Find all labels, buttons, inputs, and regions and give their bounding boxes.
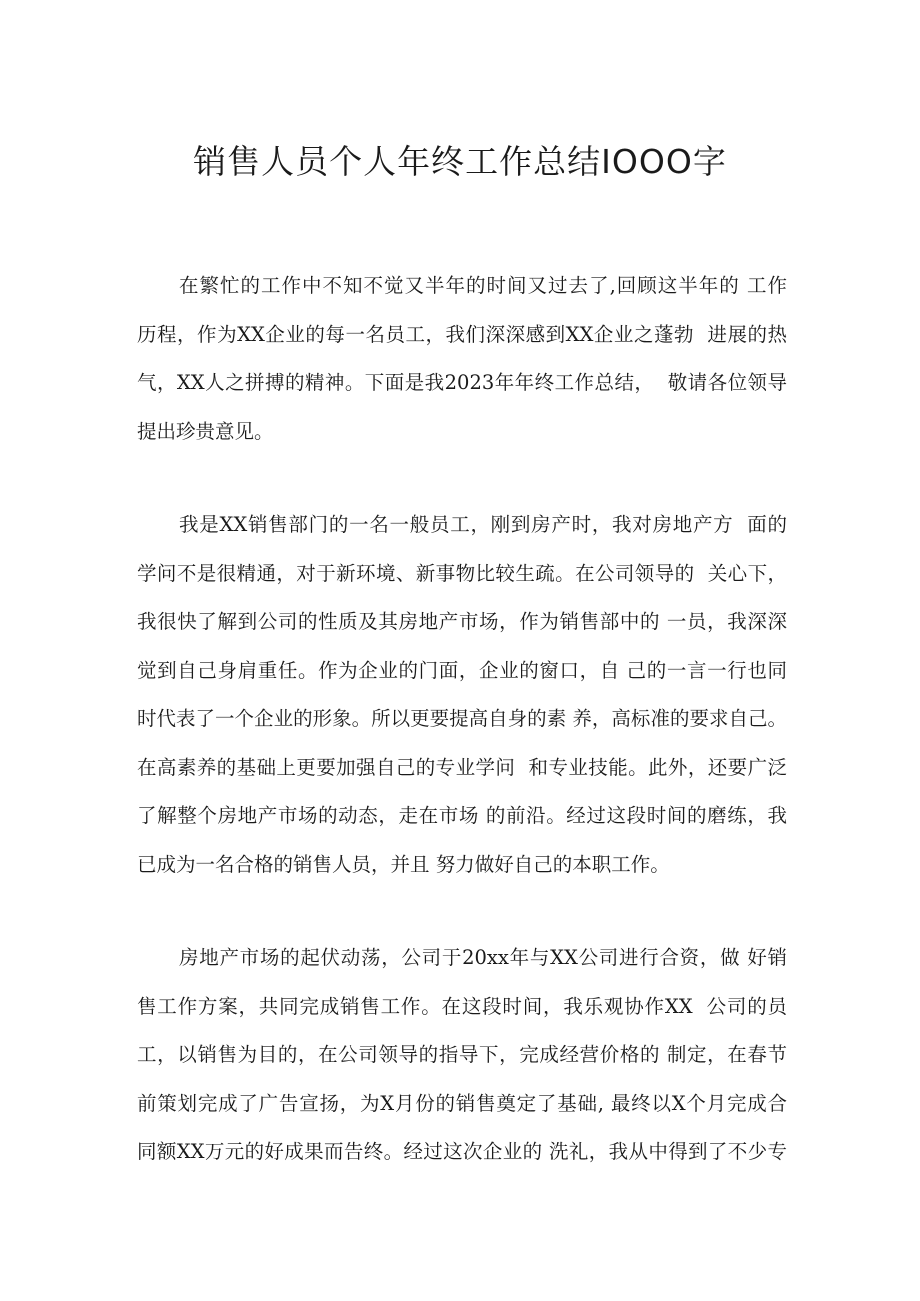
paragraph-line: 时代表了一个企业的形象。所以更要提高自身的素 养，高标准的要求自己。 [137, 707, 787, 730]
paragraph-line: 了解整个房地产市场的动态，走在市场 的前沿。经过这段时间的磨练，我 [137, 804, 787, 827]
paragraph-line: 觉到自己身肩重任。作为企业的门面，企业的窗口，自 己的一言一行也同 [137, 658, 787, 682]
paragraph-line: 房地产市场的起伏动荡，公司于20xx年与XX公司进行合资，做 好销 [179, 946, 787, 969]
paragraph-2 [137, 501, 787, 889]
paragraph-line: 前策划完成了广告宣扬，为X月份的销售奠定了基础, 最终以X个月完成合 [137, 1091, 787, 1115]
paragraph-line: 气，XX人之拼搏的精神。下面是我2023年年终工作总结， 敬请各位领导 [137, 371, 787, 394]
paragraph-3 [137, 934, 787, 1177]
paragraph-line: 我很快了解到公司的性质及其房地产市场，作为销售部中的 一员，我深深 [137, 610, 787, 633]
paragraph-line: 我是XX销售部门的一名一般员工，刚到房产时，我对房地产方 面的 [179, 513, 787, 536]
paragraph-1 [137, 262, 787, 456]
paragraph-line: 学问不是很精通，对于新环境、新事物比较生疏。在公司领导的 关心下， [137, 561, 787, 585]
paragraph-line: 在高素养的基础上更要加强自己的专业学问 和专业技能。此外，还要广泛 [137, 755, 787, 779]
paragraph-line: 在繁忙的工作中不知不觉又半年的时间又过去了,回顾这半年的 工作 [179, 274, 787, 297]
paragraph-line: 同额XX万元的好成果而告终。经过这次企业的 洗礼，我从中得到了不少专 [137, 1140, 787, 1163]
paragraph-line: 提出珍贵意见。 [137, 419, 274, 443]
document-title: 销售人员个人年终工作总结IOOO字 [193, 142, 727, 181]
paragraph-line: 工，以销售为目的，在公司领导的指导下，完成经营价格的 制定，在春节 [137, 1043, 787, 1066]
paragraph-line: 已成为一名合格的销售人员，并且 努力做好自己的本职工作。 [137, 852, 670, 876]
paragraph-line: 历程，作为XX企业的每一名员工，我们深深感到XX企业之蓬勃 进展的热 [137, 322, 787, 346]
paragraph-line: 售工作方案，共同完成销售工作。在这段时间，我乐观协作XX 公司的员 [137, 994, 787, 1018]
